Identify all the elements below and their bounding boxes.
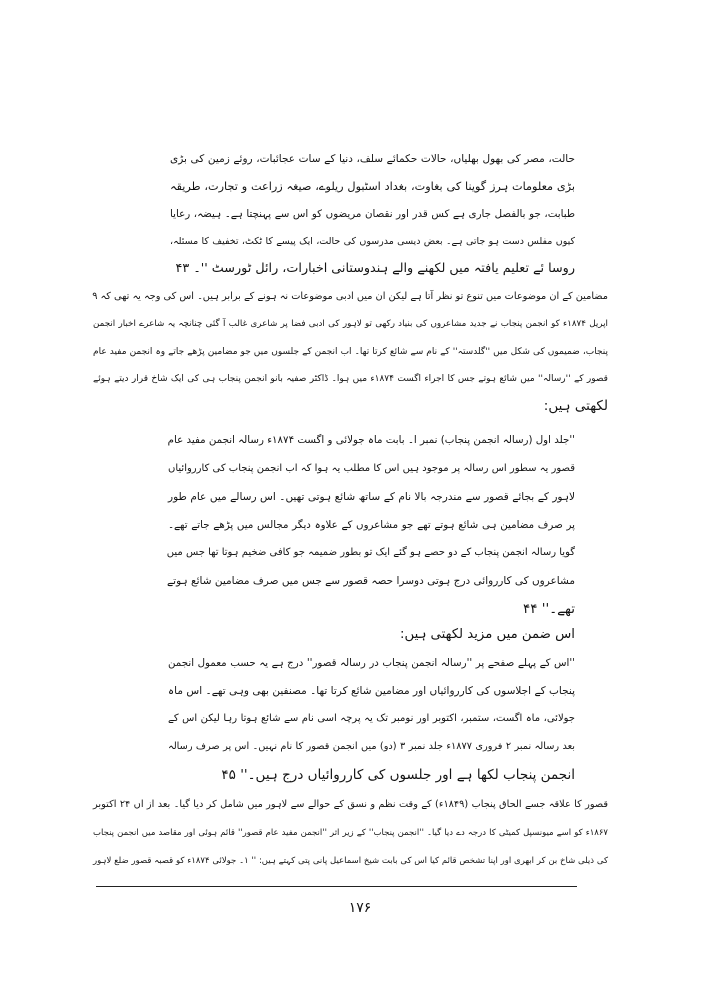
body-line: قصور کے ''رسالہ'' میں شائع ہوتے جس کا اجراء اگست ۱۸۷۴ء میں ہوا۔ ڈاکٹر صفیہ بانو انجمن پنجاب ہی کی ایک شاخ قرار دیتے ہوئے — [93, 374, 608, 384]
intro-line: حالت، مصر کی بھول بھلیاں، حالات حکمائے سلف، دنیا کے سات عجائبات، روئے زمین کی بڑی — [170, 153, 575, 165]
quote-line: قصور یہ سطور اس رسالہ پر موجود ہیں اس کا مطلب یہ ہوا کہ اب انجمن پنجاب کی کارروائیاں — [168, 463, 575, 474]
quote-line: ''اس کے پہلے صفحے پر ''رسالہ انجمن پنجاب در رسالہ قصور'' درج ہے یہ حسب معمول انجمن — [168, 657, 575, 669]
quote-line: گویا رسالہ انجمن پنجاب کے دو حصے ہو گئے ایک تو بطور ضمیمہ جو کافی ضخیم ہوتا تھا جس میں — [166, 547, 575, 558]
body-line: کی ذیلی شاخ بن کر ابھری اور اپنا تشخص قائم کیا اس کی بابت شیخ اسماعیل پانی پتی کہتے ہیں: '' ۱۔ جولائی ۱۸۷۴ء کو قصبہ قصور ضلع لاہور — [93, 856, 609, 866]
body-line: پنجاب، ضمیموں کی شکل میں ''گلدستہ'' کے نام سے شائع کرتا تھا۔ اب انجمن کے جلسوں میں جو مضامین پڑھے جاتے وہ انجمن مفید عام — [93, 347, 608, 357]
body-line: لکھتی ہیں: — [543, 398, 608, 414]
intro-line: کیوں مفلس دست ہو جاتی ہے۔ بعض دیسی مدرسوں کی حالت، ایک پیسے کا ٹکٹ، تخفیف کا مسئلہ، — [170, 236, 575, 247]
intro-line: بڑی معلومات ہرز گوینا کی بغاوت، بغداد اسٹبول ریلوے، صیغہ زراعت و تجارت، طریقہ — [170, 180, 575, 193]
quote-line: پر صرف مضامین ہی شائع ہوتے تھے جو مشاعروں کے علاوہ دیگر مجالس میں پڑھے جاتے تھے۔ — [168, 519, 575, 531]
quote-line: جولائی، ماہ اگست، ستمبر، اکتوبر اور نومبر تک یہ پرچہ اسی نام سے شائع ہوتا رہا لیکن اس کے — [168, 713, 575, 724]
intro-line: طبابت، جو بالفصل جاری ہے کس قدر اور نقصان مریضوں کو اس سے پہنچتا ہے۔ ہیضہ، رعایا — [170, 208, 575, 220]
quote-line: مشاعروں کی کارروائی درج ہوتی دوسرا حصہ قصور سے جس میں صرف مضامین شائع ہوتے — [167, 575, 575, 587]
quote-line: ''جلد اول (رسالہ انجمن پنجاب) نمبر ا۔ بابت ماہ جولائی و اگست ۱۸۷۴ء رسالہ انجمن مفید عام — [167, 434, 575, 446]
body-line: مضامین کے ان موضوعات میں تنوع تو نظر آتا ہے لیکن ان میں ادبی موضوعات نہ ہونے کے برابر ہیں۔ اس کی وجہ یہ تھی کہ ۹ — [92, 291, 608, 302]
page-number: ۱۷۶ — [348, 900, 372, 916]
intro-line: روسا ئے تعلیم یافتہ میں لکھنے والے ہندوستانی اخبارات، رائل ٹورسٹ ''۔ ۴۳ — [175, 261, 575, 276]
body-line: قصور کا علاقہ جسے الحاق پنجاب (۱۸۴۹ء) کے وقت نظم و نسق کے حوالے سے لاہور میں شامل کر دیا گیا۔ بعد از اں ۲۴ اکتوبر — [93, 799, 608, 810]
quote-line: لاہور کے بجائے قصور سے مندرجہ بالا نام کے ساتھ شائع ہوتی تھیں۔ اس رسالے میں عام طور — [168, 491, 575, 503]
footer-rule — [96, 886, 577, 887]
quote-line: تھے۔'' ۴۴ — [522, 601, 575, 617]
lead-in-line: اس ضمن میں مزید لکھتی ہیں: — [400, 627, 575, 642]
body-line: اپریل ۱۸۷۴ء کو انجمن پنجاب نے جدید مشاعروں کی بنیاد رکھی تو لاہور کی ادبی فضا پر شاعری غالب آ گئی چنانچہ یہ شاعرے اخبار انجمن — [93, 319, 608, 329]
body-line: ۱۸۶۷ء کو اسے میونسپل کمیٹی کا درجہ دے دیا گیا۔ ''انجمن پنجاب'' کے زیر اثر ''انجمن مفید عام قصور'' قائم ہوئی اور مقاصد میں انجمن پنجاب — [93, 828, 608, 838]
quote-line: انجمن پنجاب لکھا ہے اور جلسوں کی کارروائیاں درج ہیں۔'' ۴۵ — [221, 767, 575, 783]
quote-line: پنجاب کے اجلاسوں کی کارروائیاں اور مضامین شائع کرتا تھا۔ مصنفین بھی وہی تھے۔ اس ماہ — [168, 685, 575, 697]
quote-line: بعد رسالہ نمبر ۲ فروری ۱۸۷۷ء جلد نمبر ۳ (دو) میں انجمن قصور کا نام نہیں۔ اس پر صرف رسالہ — [168, 741, 575, 752]
